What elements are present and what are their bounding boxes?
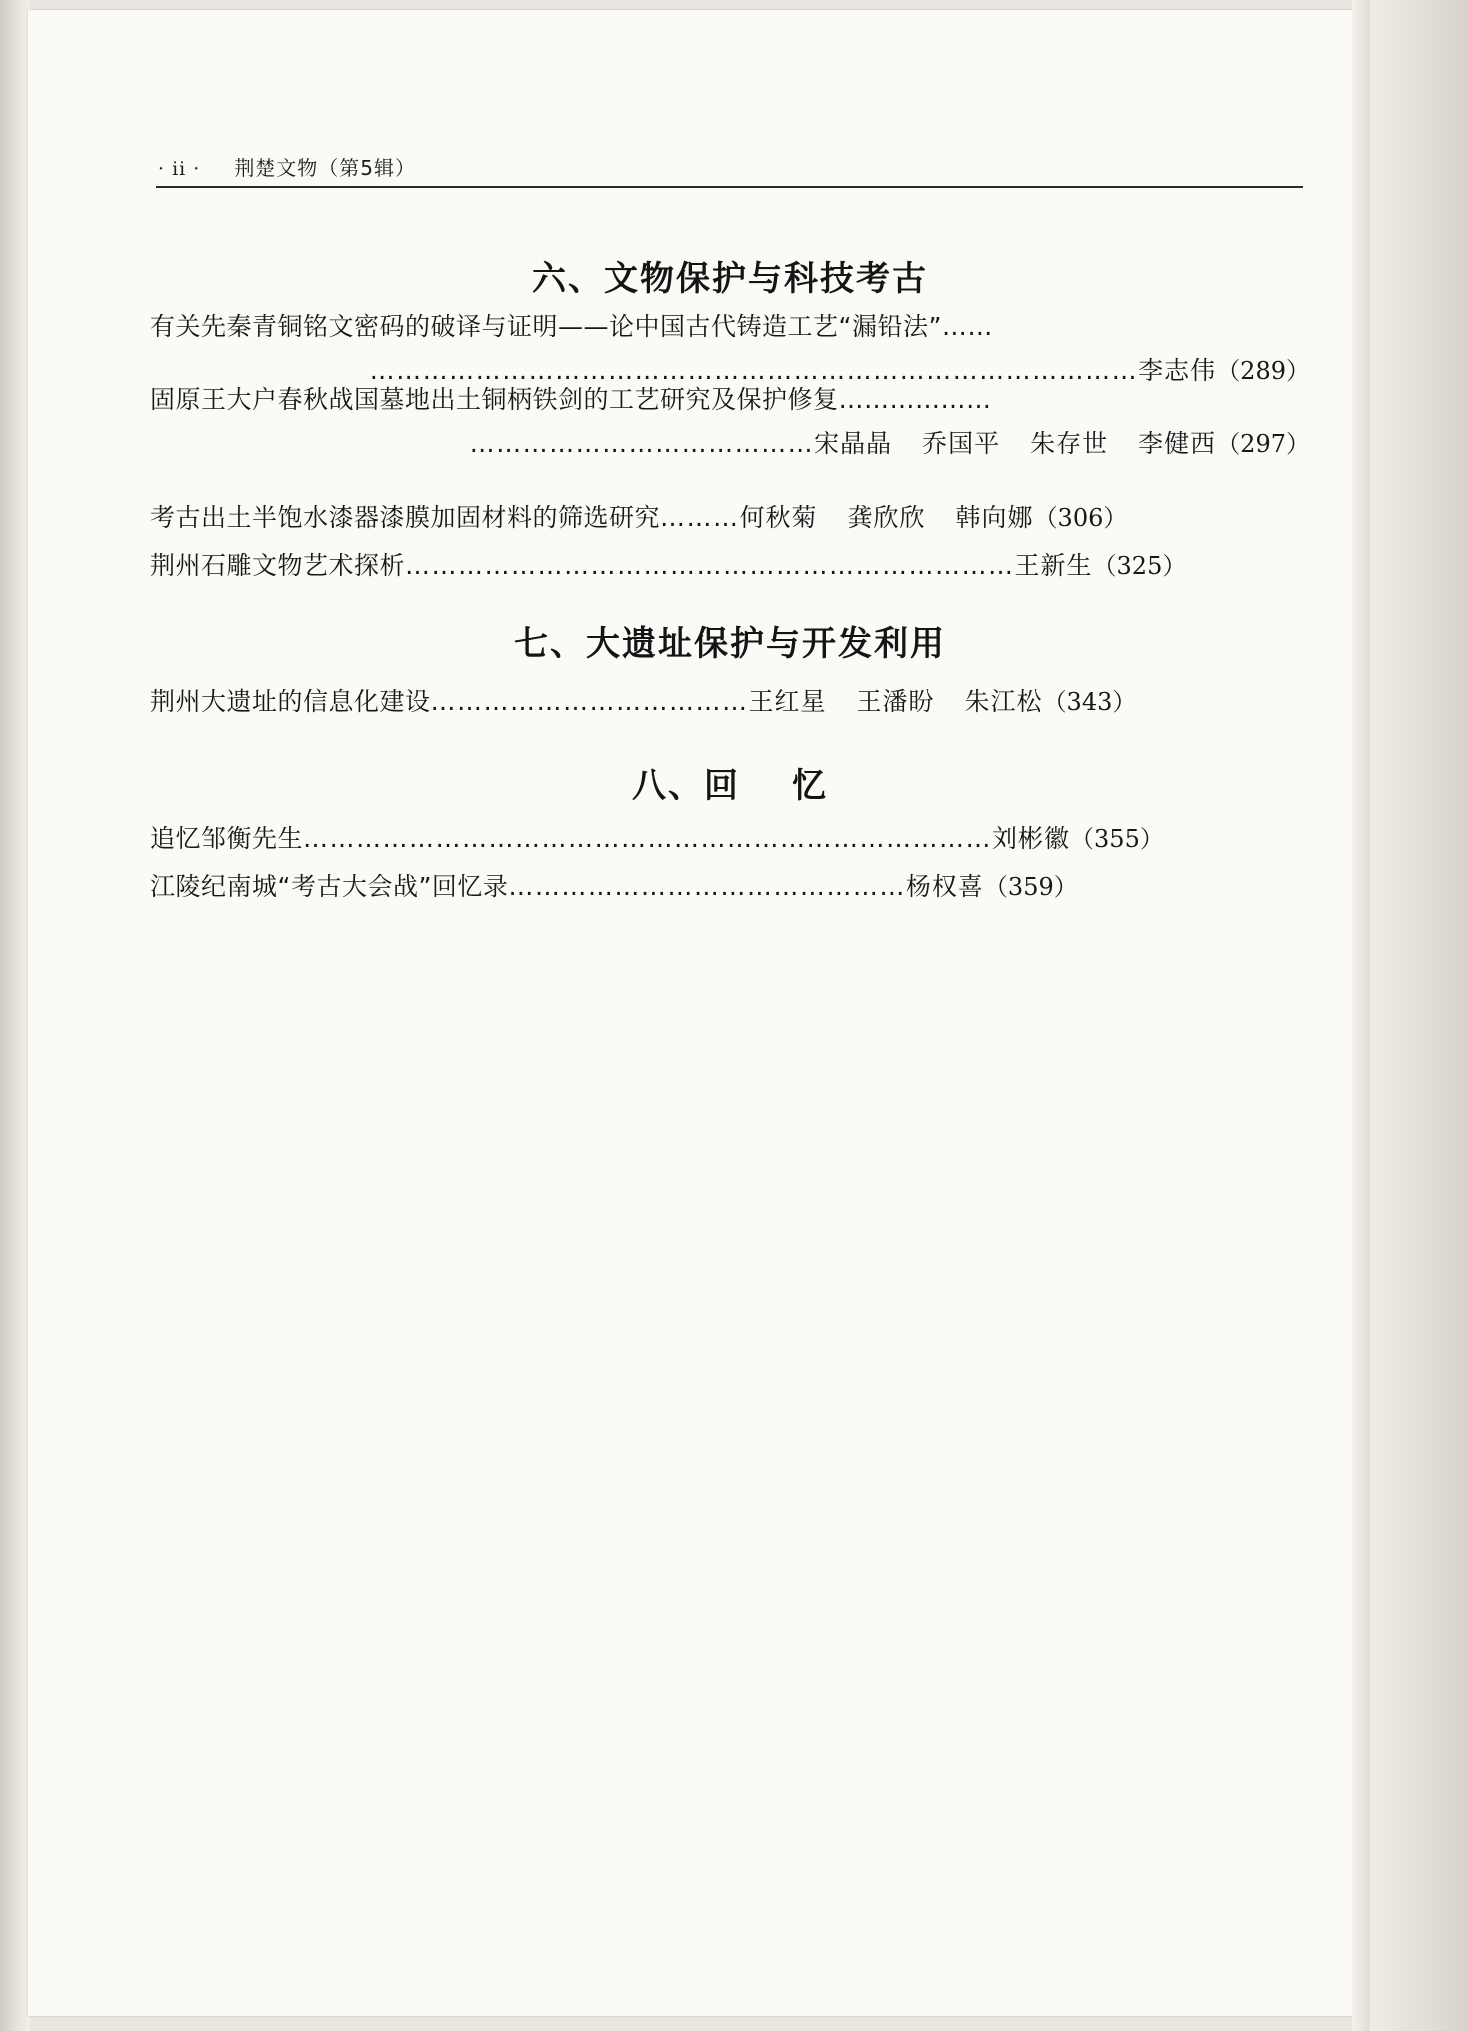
section-heading-7: 七、大遗址保护与开发利用 [514,624,946,664]
entry-line [150,544,1310,588]
running-head [158,152,416,181]
entry-authors [906,872,984,901]
entry-page: （325） [1092,552,1187,580]
leader-dots: …………………………………………………………… [405,551,1015,580]
toc-entry[interactable] [150,378,1310,466]
entry-page: （343） [1042,688,1137,716]
author-name: 李志伟 [1138,356,1217,385]
book-title: 荆楚文物（第5辑） [234,156,417,180]
author-name: 何秋菊 [739,503,818,532]
author-name: 龚欣欣 [847,503,926,532]
entry-line [150,865,1310,909]
table-of-contents-page [150,0,1310,2031]
author-name: 朱存世 [1030,429,1109,458]
scanner-right-margin [1370,0,1468,2031]
toc-entry[interactable] [150,544,1310,588]
entry-authors [740,503,1034,532]
author-name: 朱江松 [964,687,1043,716]
leader-dots: ………………………………… [469,429,815,458]
author-name: 王新生 [1014,551,1093,580]
entry-authors [992,824,1070,853]
leader-dots: ……… [660,503,740,532]
leader-dots: ……………………………… [430,687,749,716]
author-name: 杨权喜 [905,872,984,901]
author-name: 韩向娜 [955,503,1034,532]
entry-page: （355） [1070,825,1164,853]
toc-entry[interactable] [150,817,1310,861]
entry-line [150,496,1310,540]
toc-entry[interactable] [150,680,1310,724]
leader-dots: ……………………………………… [508,872,906,901]
author-name: 宋晶晶 [814,429,893,458]
entry-line [150,680,1310,724]
author-name: 乔国平 [922,429,1001,458]
entry-page: （306） [1033,504,1128,532]
entry-title: 考古出土半饱水漆器漆膜加固材料的筛选研究 [150,503,661,532]
entry-authors [749,687,1043,716]
entry-tail [150,422,1310,466]
entry-page: （359） [983,873,1078,901]
section-heading-6: 六、文物保护与科技考古 [532,259,928,299]
entry-authors [1015,551,1093,580]
section-heading-8 [150,758,1310,807]
book-gutter-shadow [0,0,30,2031]
toc-entry[interactable] [150,496,1310,540]
entry-title: 固原王大户春秋战国墓地出土铜柄铁剑的工艺研究及保护修复……………… [150,385,992,414]
section-heading-8-part1: 八、回 [632,766,740,806]
entry-title: 追忆邹衡先生 [150,824,304,853]
author-name: 王潘盼 [856,687,935,716]
section-heading-8-part2: 忆 [792,766,828,806]
entry-line [150,817,1310,861]
header-rule [156,186,1303,188]
author-name: 刘彬徽 [992,824,1071,853]
author-name: 王红星 [748,687,827,716]
entry-title: 江陵纪南城“考古大会战”回忆录 [150,872,509,901]
page-folio: · ii · [158,158,201,180]
leader-dots: …………………………………………………………………………… [369,356,1139,385]
entry-page: （289） [1216,357,1310,385]
toc-entry[interactable] [150,865,1310,909]
entry-title: 荆州石雕文物艺术探析 [150,551,406,580]
entry-title: 荆州大遗址的信息化建设 [150,687,431,716]
author-name: 李健西 [1138,429,1217,458]
entry-title: 有关先秦青铜铭文密码的破译与证明——论中国古代铸造工艺“漏铅法”…… [150,312,993,341]
leader-dots: …………………………………………………………………… [303,824,993,853]
entry-page: （297） [1216,430,1310,458]
entry-authors [814,429,1216,458]
